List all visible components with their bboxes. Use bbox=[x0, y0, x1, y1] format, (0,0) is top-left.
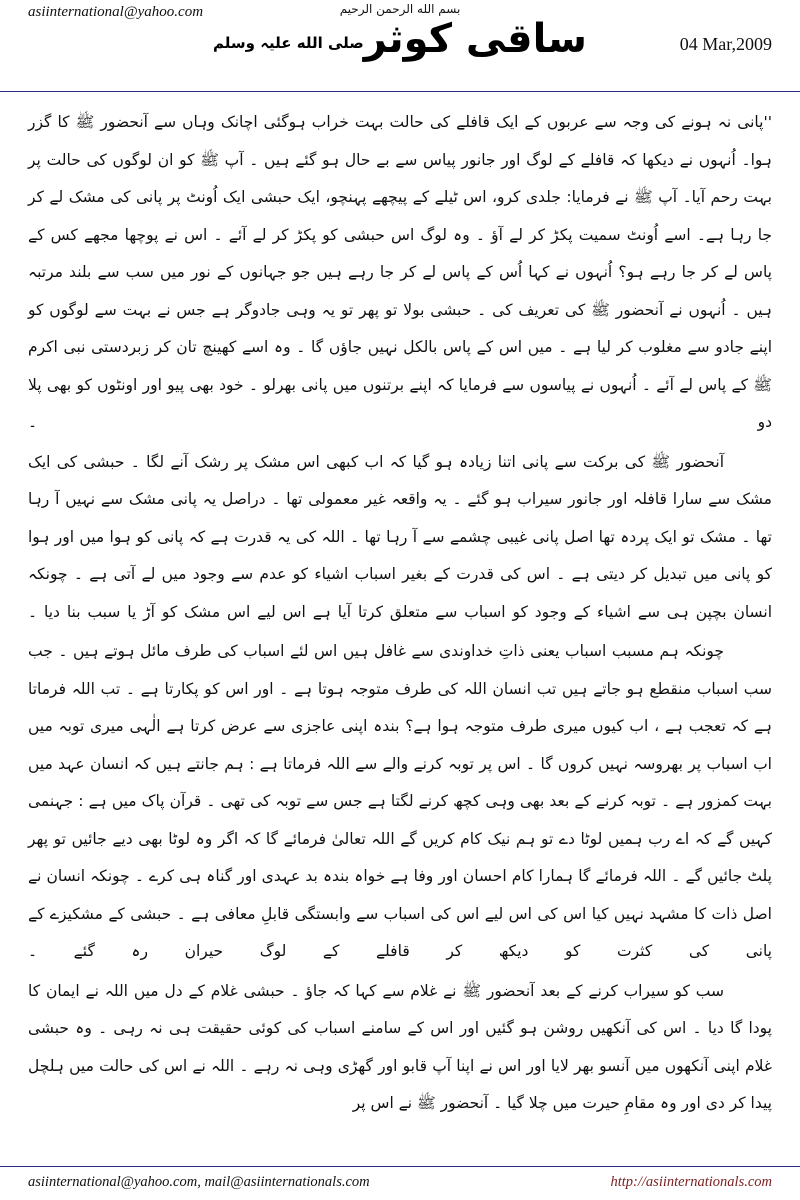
footer-website-link[interactable]: http://asiinternationals.com bbox=[610, 1174, 772, 1190]
article-body bbox=[0, 92, 800, 1123]
paragraph-4: سب کو سیراب کرنے کے بعد آنحضور ﷺ نے غلام سے کہا کہ جاؤ ۔ حبشی غلام کے دل میں اللہ نے ایمان کا پودا گا دیا ۔ اس کی آنکھیں روشن ہو گئیں اور اس کے سامنے اسباب کی کوئی حقیقت ہی نہ رہی ۔ وہ حبشی غلام اپنی آنکھوں میں آنسو بھر لایا اور اس نے اپنا آپ قابو اور گھڑی وہی نہ رہے ۔ اللہ نے اس کی حالت میں ہلچل پیدا کر دی اور وہ مقامِ حیرت میں چلا گیا ۔ آنحضور ﷺ نے اس پر bbox=[28, 981, 772, 1112]
page-title-text: ساقی کوثر bbox=[363, 16, 587, 62]
page-header bbox=[0, 0, 800, 92]
footer-emails[interactable]: asiinternational@yahoo.com, mail@asiinternationals.com bbox=[28, 1174, 370, 1190]
paragraph-1: ''پانی نہ ہونے کی وجہ سے عربوں کے ایک قافلے کی حالت بہت خراب ہوگئی اچانک وہاں سے آنحضور ﷺ کا گزر ہوا۔ اُنہوں نے دیکھا کہ قافلے کے لوگ اور جانور پیاس سے بے حال ہو گئے ہیں ۔ آپ ﷺ کو ان لوگوں کی حالت پر بہت رحم آیا۔ آپ ﷺ نے فرمایا: جلدی کرو، اس ٹیلے کے پیچھے پہنچو، ایک حبشی ایک اُونٹ پر پانی کی مشک لے کر جا رہا ہے۔ اسے اُونٹ سمیت پکڑ کر لے آؤ ۔ وہ لوگ اس حبشی کو پکڑ کر لے آئے ۔ اس نے پوچھا مجھے کس کے پاس لے کر جا رہے ہو؟ اُنہوں نے کہا اُس کے پاس لے کر جا رہے ہیں جو جہانوں کے نور میں سب سے بلند مرتبہ ہیں ۔ اُنہوں نے آنحضور ﷺ کی تعریف کی ۔ حبشی بولا تو پھر تو یہ وہی جادوگر ہے جس نے بہت سے لوگوں کو اپنے جادو سے مغلوب کر لیا ہے ۔ میں اس کے پاس بالکل نہیں جاؤں گا ۔ وہ اسے کھینچ تان کر زبردستی نبی اکرم ﷺ کے پاس لے آئے ۔ اُنہوں نے پیاسوں سے فرمایا کہ اپنے برتنوں میں پانی بھرلو ۔ خود بھی پیو اور اونٹوں کو بھی پلا دو ۔ bbox=[28, 113, 772, 431]
bismillah-text: بسم الله الرحمن الرحیم bbox=[339, 2, 461, 16]
paragraph-3: چونکہ ہم مسبب اسباب یعنی ذاتِ خداوندی سے غافل ہیں اس لئے اسباب کی طرف مائل ہوتے ہیں ۔ جب سب اسباب منقطع ہو جاتے ہیں تب انسان اللہ کی طرف متوجہ ہوتا ہے ۔ اور اس کو پکارتا ہے ۔ تب اللہ فرماتا ہے کہ تعجب ہے ، اب کیوں میری طرف متوجہ ہوا ہے؟ بندہ اپنی عاجزی سے عرض کرتا ہے الٰہی میری توبہ میں اب اسباب پر بھروسہ نہیں کروں گا ۔ اس پر توبہ کرنے والے سے اللہ فرماتا ہے : ہم جانتے ہیں کہ انسان عہد میں بہت کمزور ہے ۔ توبہ کرنے کے بعد بھی وہی کچھ کرنے لگتا ہے جس سے توبہ کی تھی ۔ قرآن پاک میں ہے : جہنمی کہیں گے کہ اے رب ہمیں لوٹا دے تو ہم نیک کام کریں گے اللہ تعالیٰ فرمائے گا کہ اگر وہ لوٹا بھی دیے جائیں تو پھر پلٹ جائیں گے ۔ اللہ فرمائے گا ہمارا کام احسان اور وفا ہے خواہ بندہ بد عہدی اور گناہ ہی کرے ۔ چونکہ انسان نے اصل ذات کا مشہد نہیں کیا اس کی اس لیے اس کی اسباب سے وابستگی قابلِ معافی ہے ۔ حبشی کے مشکیزے کے پانی کی کثرت کو دیکھ کر قافلے کے لوگ حیران رہ گئے ۔ bbox=[28, 642, 772, 960]
page-footer bbox=[0, 1166, 800, 1200]
paragraph-2: آنحضور ﷺ کی برکت سے پانی اتنا زیادہ ہو گیا کہ اب کبھی اس مشک پر رشک آنے لگا ۔ حبشی کی ایک مشک سے سارا قافلہ اور جانور سیراب ہو گئے ۔ یہ واقعہ غیر معمولی تھا ۔ دراصل یہ پانی مشک سے نہیں آ رہا تھا ۔ مشک تو ایک پردہ تھا اصل پانی غیبی چشمے سے آ رہا تھا ۔ اللہ کی یہ قدرت ہے کہ پانی کو ہوا میں اور ہوا کو پانی میں تبدیل کر دیتی ہے ۔ اس کی قدرت کے بغیر اسباب اشیاء کو عدم سے وجود میں لے آتی ہے ۔ چونکہ انسان بچپن ہی سے اشیاء کے وجود کو اسباب سے متعلق کرتا آیا ہے اس لیے اس مشک کو آڑ یا سبب بنا دیا ۔ bbox=[28, 452, 772, 621]
header-date: 04 Mar,2009 bbox=[679, 34, 772, 54]
header-email: asiinternational@yahoo.com bbox=[28, 4, 204, 20]
honorific-symbol: صلی الله علیہ وسلم bbox=[213, 33, 364, 52]
